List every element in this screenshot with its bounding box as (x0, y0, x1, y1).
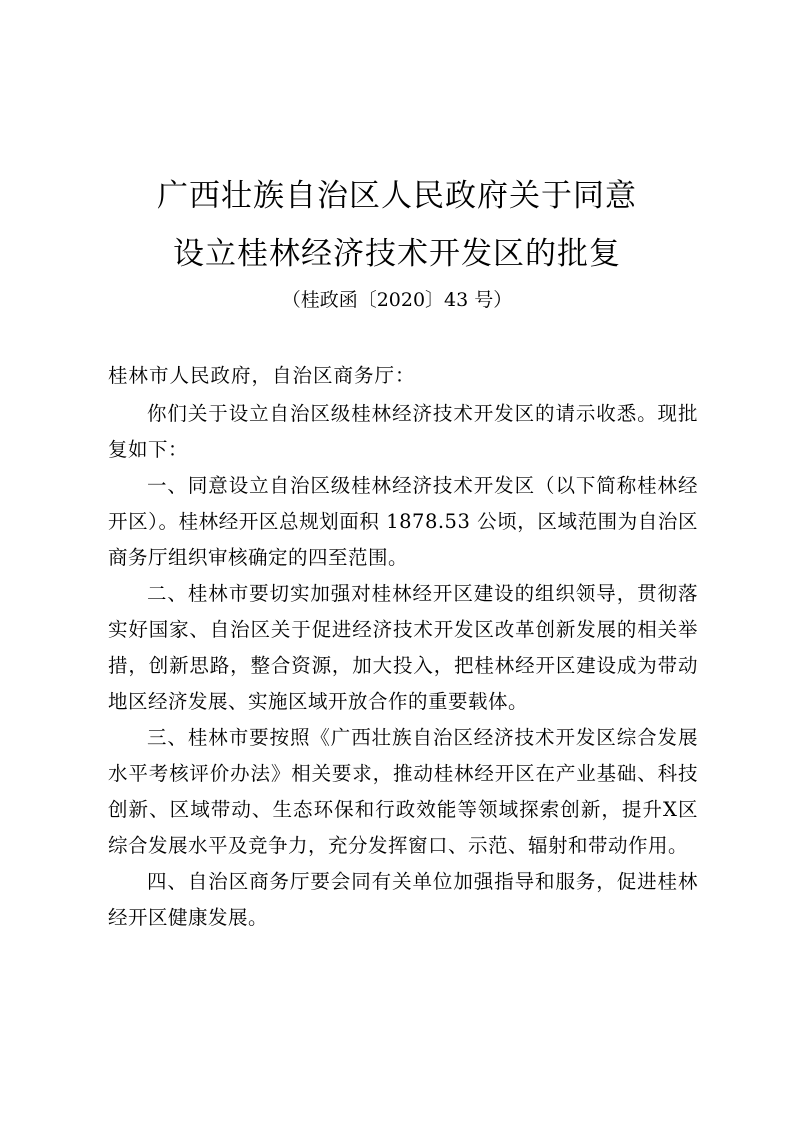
salutation: 桂林市人民政府，自治区商务厅： (108, 364, 416, 387)
document-number: （桂政函〔2020〕43 号） (281, 289, 513, 311)
document-title-line-2: 设立桂林经济技术开发区的批复 (173, 236, 621, 272)
paragraph-item-2: 二、桂林市要切实加强对桂林经开区建设的组织领导，贯彻落实好国家、自治区关于促进经济技术开发区改革创新发展的相关举措，创新思路，整合资源，加大投入，把桂林经开区建设成为带动地区经济发展、实施区域开放合作的重要载体。 (108, 582, 698, 713)
paragraph-item-1: 一、同意设立自治区级桂林经济技术开发区（以下简称桂林经开区）。桂林经开区总规划面积 1878.53 公顷，区域范围为自治区商务厅组织审核确定的四至范围。 (108, 474, 698, 569)
document-title-line-1: 广西壮族自治区人民政府关于同意 (157, 178, 637, 214)
paragraph-item-3: 三、桂林市要按照《广西壮族自治区经济技术开发区综合发展水平考核评价办法》相关要求，推动桂林经开区在产业基础、科技创新、区域带动、生态环保和行政效能等领域探索创新，提升X区综合发展水平及竞争力，充分发挥窗口、示范、辐射和带动作用。 (108, 726, 698, 857)
document-body (108, 396, 698, 936)
paragraph-item-4: 四、自治区商务厅要会同有关单位加强指导和服务，促进桂林经开区健康发展。 (108, 870, 698, 929)
paragraph-intro: 你们关于设立自治区级桂林经济技术开发区的请示收悉。现批复如下： (108, 402, 698, 461)
